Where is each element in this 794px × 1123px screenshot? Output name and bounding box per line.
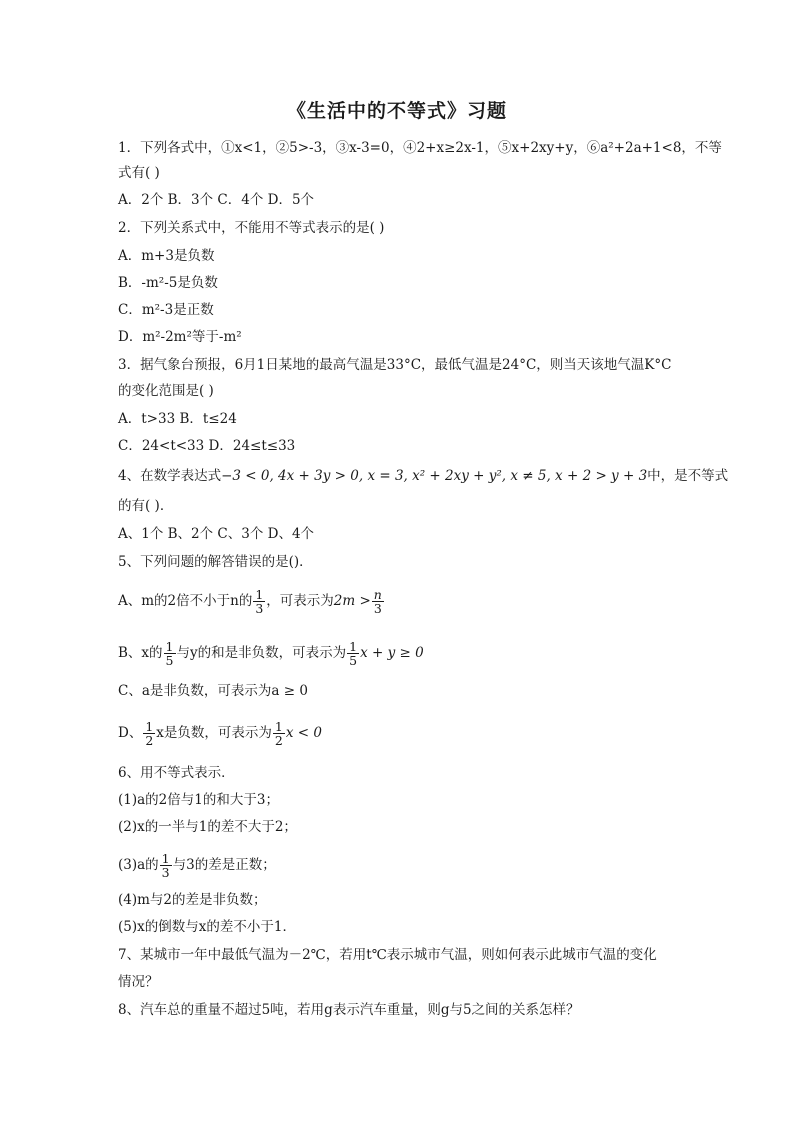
fraction-one-half-expr <box>273 720 285 747</box>
q2-option-a: A．m+3是负数 <box>118 248 215 264</box>
q4-options: A、1个 B、2个 C、3个 D、4个 <box>118 526 315 542</box>
fraction-denominator: 3 <box>255 601 264 616</box>
q8-line1: 8、汽车总的重量不超过5吨，若用g表示汽车重量，则g与5之间的关系怎样？ <box>118 1002 580 1018</box>
q2-option-c: C．m²-3是正数 <box>118 302 214 318</box>
fraction-one-fifth <box>164 640 176 667</box>
q5-a-mid: ，可表示为 <box>266 593 334 609</box>
q3-options-cd: C．24<t<33 D．24≤t≤33 <box>118 438 296 454</box>
q6-item-3-pre: (3)a的 <box>118 857 159 873</box>
q5-d-expr: x < 0 <box>285 725 322 741</box>
q4-expression: −3 < 0, 4x + 3y > 0, x = 3, x² + 2xy + y², x ≠ 5, x + 2 > y + 3 <box>221 468 648 484</box>
q5-b-mid: 与y的和是非负数，可表示为 <box>176 645 347 661</box>
q5-stem: 5、下列问题的解答错误的是()． <box>118 554 313 570</box>
q5-b-text: B、x的 <box>118 645 163 661</box>
fraction-numerator: 1 <box>349 639 358 654</box>
q4-line1 <box>118 467 729 485</box>
q5-option-a <box>118 588 698 615</box>
fraction-one-third-q6 <box>160 852 172 879</box>
q1-options: A．2个 B．3个 C．4个 D．5个 <box>118 192 315 208</box>
q3-options-ab: A．t>33 B．t≤24 <box>118 411 237 427</box>
q5-a-text: A、m的2倍不小于n的 <box>118 593 253 609</box>
q5-b-expr: x + y ≥ 0 <box>360 645 424 661</box>
q6-item-3-post: 与3的差是正数； <box>172 857 276 873</box>
q5-option-c: C、a是非负数，可表示为a ≥ 0 <box>118 683 308 699</box>
fraction-denominator: 3 <box>373 601 382 616</box>
q3-line1: 3．据气象台预报，6月1日某地的最高气温是33°C，最低气温是24°C，则当天该地气温K°C <box>118 357 672 373</box>
fraction-numerator: 1 <box>255 587 264 602</box>
q6-item-1: (1)a的2倍与1的和大于3； <box>118 792 279 808</box>
q3-line2: 的变化范围是( ) <box>118 383 214 399</box>
q6-stem: 6、用不等式表示． <box>118 765 235 781</box>
fraction-one-fifth-expr <box>347 640 359 667</box>
q6-item-2: (2)x的一半与1的差不大于2； <box>118 819 297 835</box>
fraction-n-third <box>372 588 384 615</box>
fraction-denominator: 5 <box>165 653 174 668</box>
fraction-denominator: 2 <box>274 733 283 748</box>
fraction-one-third <box>253 588 265 615</box>
fraction-numerator: 1 <box>165 639 174 654</box>
q5-a-expr: 2m > <box>333 593 371 609</box>
fraction-denominator: 5 <box>349 653 358 668</box>
q6-item-4: (4)m与2的差是非负数； <box>118 892 267 908</box>
q7-line1: 7、某城市一年中最低气温为－2℃，若用t℃表示城市气温，则如何表示此城市气温的变化 <box>118 947 657 963</box>
fraction-numerator: 1 <box>145 719 154 734</box>
q5-option-d <box>118 720 698 747</box>
q6-item-3 <box>118 852 698 879</box>
fraction-numerator: n <box>373 587 382 602</box>
q2-stem: 2．下列关系式中，不能用不等式表示的是( ) <box>118 220 385 236</box>
q1-line1: 1．下列各式中，①x<1，②5>-3，③x-3=0，④2+x≥2x-1，⑤x+2xy+y，⑥a²+2a+1<8，不等 <box>118 140 722 156</box>
q5-d-mid: x是负数，可表示为 <box>156 725 272 741</box>
q5-option-b <box>118 640 698 667</box>
q4-suffix: 中，是不等式 <box>647 468 729 484</box>
q2-option-d: D．m²-2m²等于-m² <box>118 329 242 345</box>
fraction-numerator: 1 <box>161 851 170 866</box>
q2-option-b: B．-m²-5是负数 <box>118 275 218 291</box>
fraction-numerator: 1 <box>274 719 283 734</box>
fraction-one-half <box>143 720 155 747</box>
page-title: 《生活中的不等式》习题 <box>286 100 507 122</box>
q5-d-prefix: D、 <box>118 725 143 741</box>
fraction-denominator: 2 <box>145 733 154 748</box>
fraction-denominator: 3 <box>161 865 170 880</box>
q6-item-5: (5)x的倒数与x的差不小于1． <box>118 919 296 935</box>
q4-line2: 的有( )． <box>118 498 174 514</box>
q1-line2: 式有( ) <box>118 165 160 181</box>
q4-prefix: 4、在数学表达式 <box>118 468 222 484</box>
q7-line2: 情况？ <box>118 974 159 990</box>
